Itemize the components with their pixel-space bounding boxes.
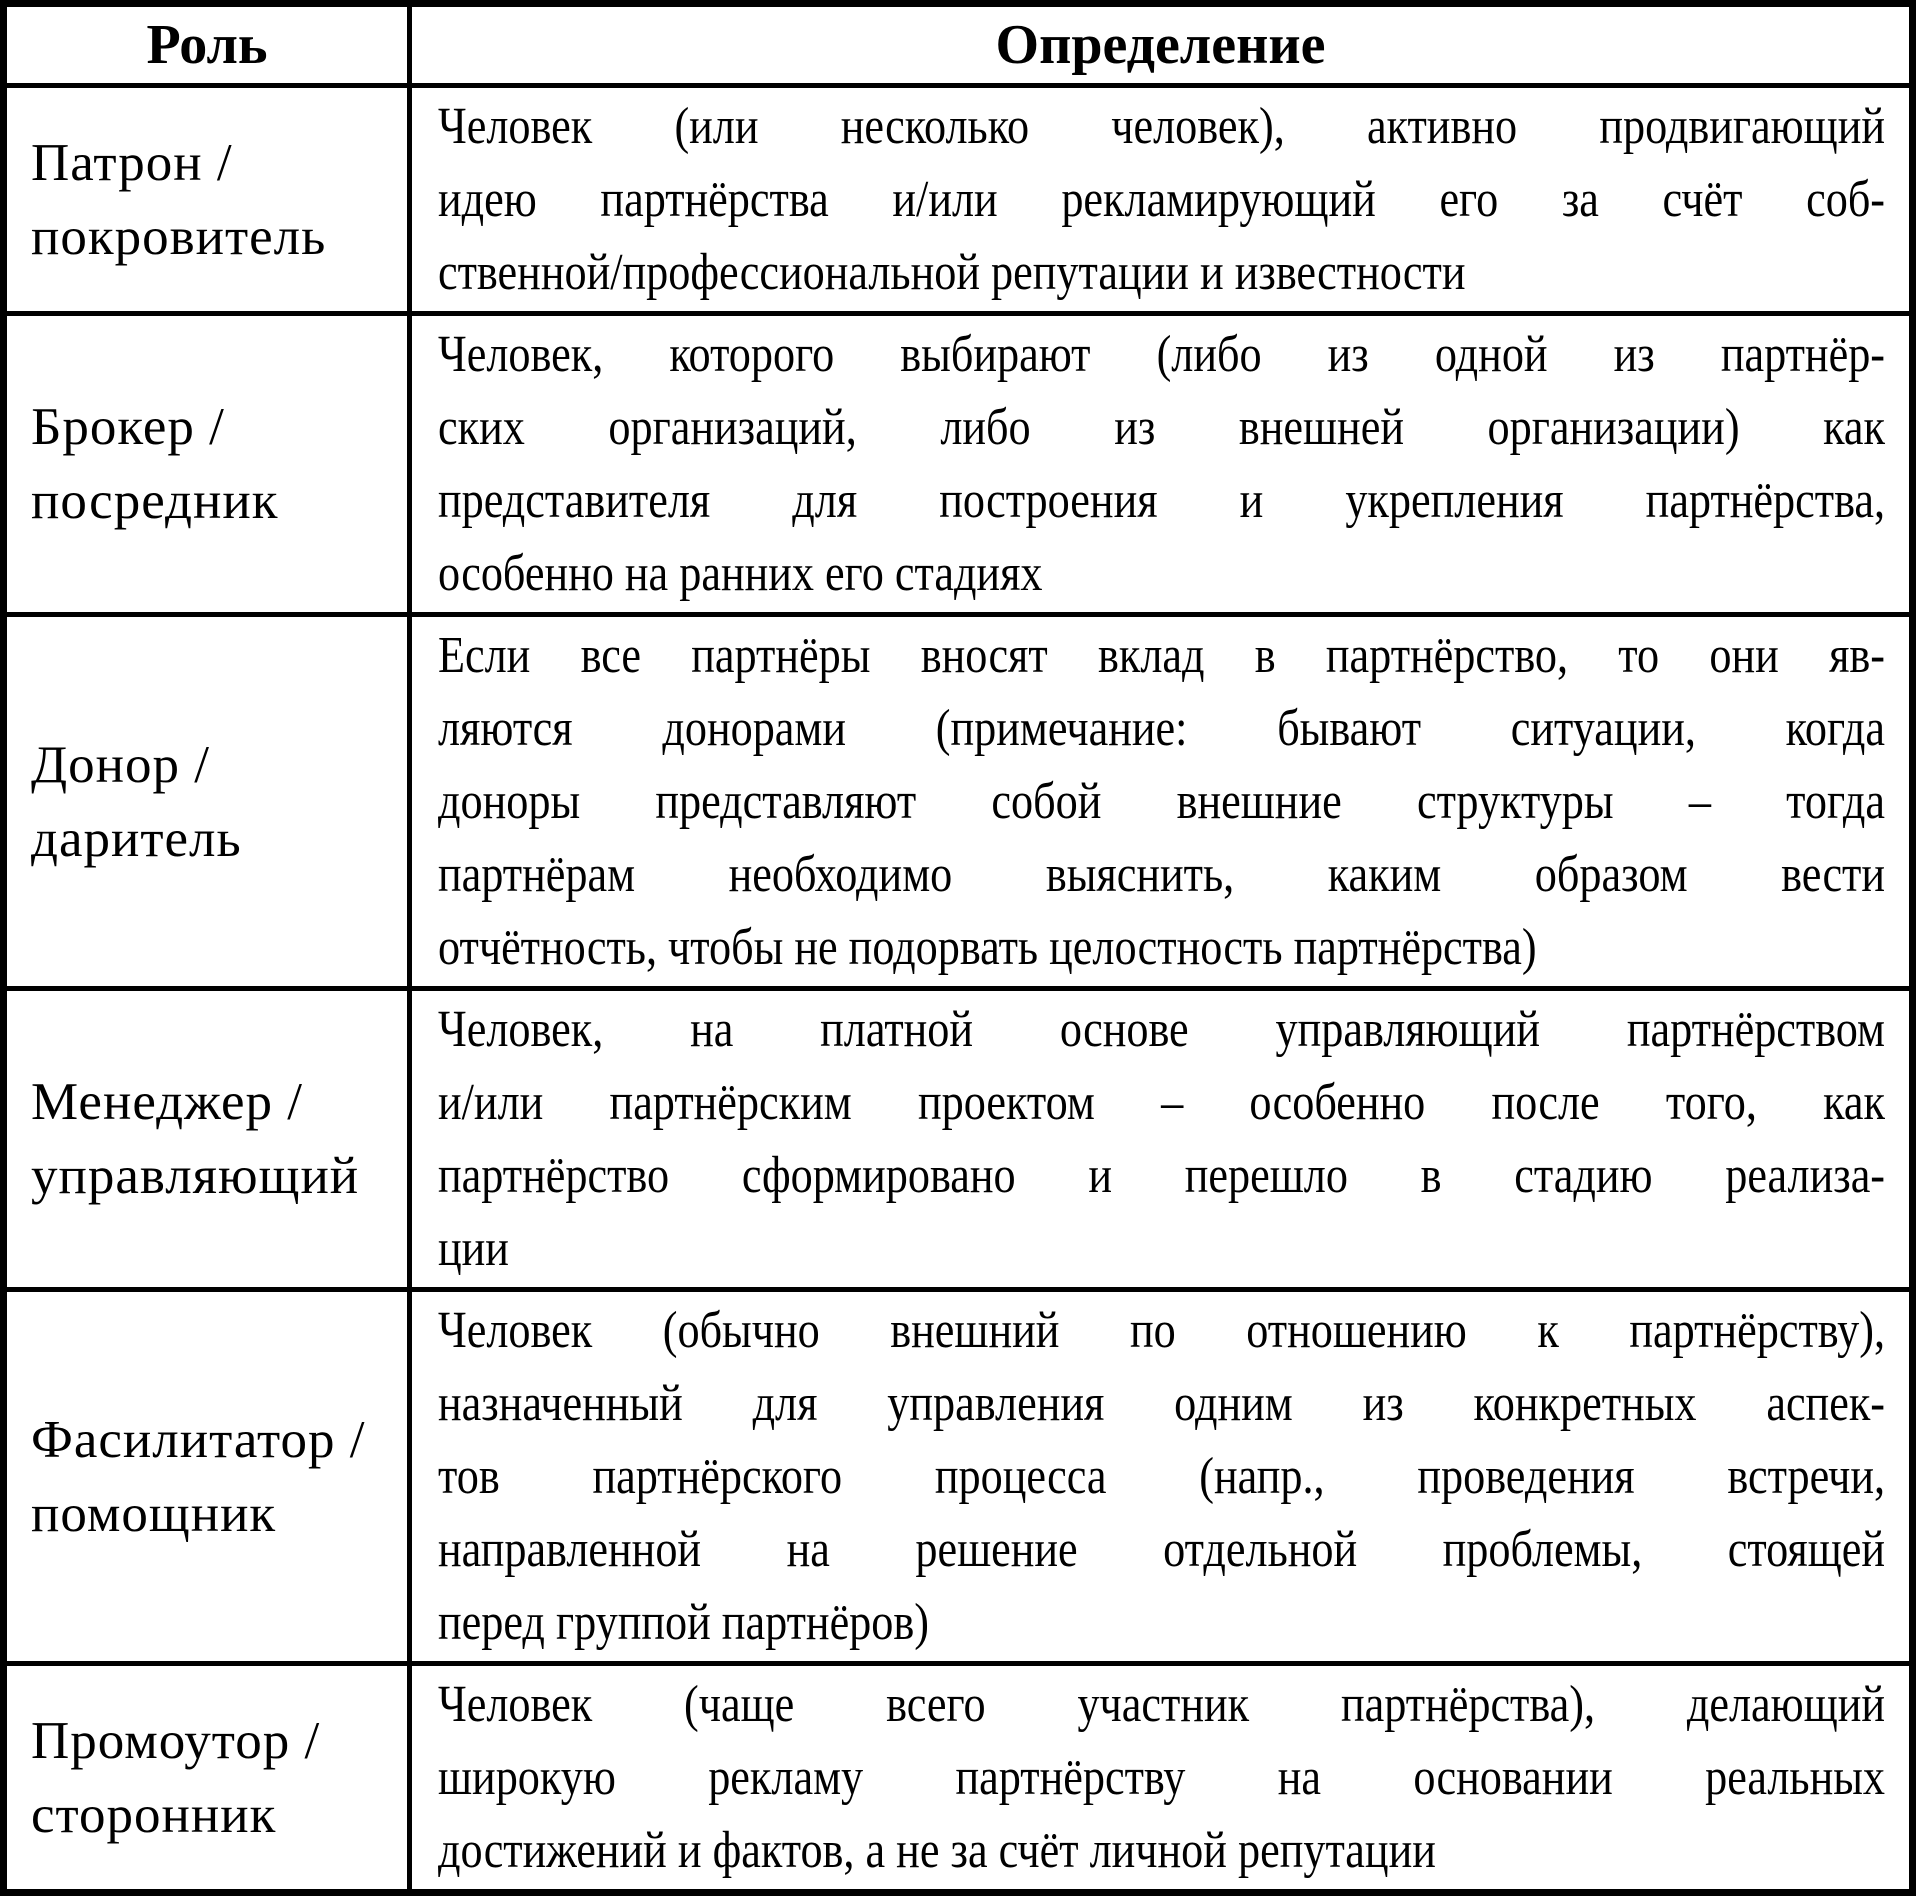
definition-text-line: партнёрство сформировано и перешло в стадию реализа-	[438, 1147, 1886, 1204]
definition-text-line: Человек (обычно внешний по отношению к партнёрству),	[438, 1302, 1886, 1359]
table-row	[7, 1661, 1909, 1889]
definition-text-line: назначенный для управления одним из конкретных аспек-	[438, 1375, 1886, 1432]
role-text-line: даритель	[31, 809, 242, 868]
role-text-line: Патрон /	[31, 133, 233, 192]
role-cell	[7, 316, 407, 612]
definition-cell	[407, 316, 1909, 612]
role-text-line: Брокер /	[31, 398, 225, 456]
definition-text-block	[438, 90, 1885, 309]
table-row	[7, 83, 1909, 311]
role-text-line: Менеджер /	[31, 1073, 304, 1131]
role-cell	[7, 1666, 407, 1889]
definition-text-line: Человек, на платной основе управляющий партнёрством	[438, 1001, 1886, 1058]
definition-text-line: достижений и фактов, а не за счёт личной репутации	[438, 1822, 1436, 1879]
definition-text-block	[438, 619, 1885, 984]
table-header-row	[7, 7, 1909, 83]
definition-text-line: партнёрам необходимо выяснить, каким образом вести	[438, 846, 1886, 903]
definition-text-line: широкую рекламу партнёрству на основании реальных	[438, 1749, 1886, 1806]
definition-text-block	[438, 1294, 1885, 1659]
definition-text-block	[438, 993, 1885, 1285]
role-cell	[7, 617, 407, 986]
table-row	[7, 311, 1909, 612]
role-text-line: Промоутор /	[31, 1711, 321, 1770]
definition-text-line: ственной/профессиональной репутации и известности	[438, 244, 1466, 301]
definition-text-line: доноры представляют собой внешние структуры – тогда	[438, 773, 1886, 830]
table-row	[7, 612, 1909, 986]
definition-cell	[407, 1666, 1909, 1889]
definition-text-line: Если все партнёры вносят вклад в партнёрство, то они яв-	[438, 627, 1886, 684]
role-cell	[7, 88, 407, 311]
role-text-line: управляющий	[31, 1147, 360, 1205]
column-header-role: Роль	[146, 14, 268, 76]
definition-text-line: Человек (чаще всего участник партнёрства), делающий	[438, 1676, 1886, 1733]
definition-text-line: и/или партнёрским проектом – особенно после того, как	[438, 1074, 1886, 1131]
role-text-line: Донор /	[31, 735, 210, 794]
definition-text-block	[438, 318, 1885, 610]
definition-cell	[407, 991, 1909, 1287]
definition-text-line: представителя для построения и укрепления партнёрства,	[438, 472, 1886, 529]
role-text-line: посредник	[31, 472, 279, 530]
definition-cell	[407, 1292, 1909, 1661]
table-row	[7, 1287, 1909, 1661]
definition-text-line: ских организаций, либо из внешней организации) как	[438, 399, 1886, 456]
definition-cell	[407, 617, 1909, 986]
role-text-line: помощник	[31, 1484, 277, 1543]
definition-text-line: тов партнёрского процесса (напр., проведения встречи,	[438, 1448, 1886, 1505]
definition-text-line: особенно на ранних его стадиях	[438, 545, 1043, 602]
definition-text-line: направленной на решение отдельной проблемы, стоящей	[438, 1521, 1886, 1578]
definition-text-line: ляются донорами (примечание: бывают ситуации, когда	[438, 700, 1886, 757]
definition-text-line: отчётность, чтобы не подорвать целостность партнёрства)	[438, 919, 1537, 976]
definition-text-line: идею партнёрства и/или рекламирующий его за счёт соб-	[438, 171, 1886, 228]
role-cell	[7, 1292, 407, 1661]
definition-text-line: ции	[438, 1220, 509, 1277]
column-header-definition: Определение	[407, 7, 1909, 83]
definition-cell	[407, 88, 1909, 311]
role-text-line: сторонник	[31, 1785, 277, 1844]
role-cell	[7, 991, 407, 1287]
definition-text-line: перед группой партнёров)	[438, 1594, 929, 1651]
table-row	[7, 986, 1909, 1287]
definition-text-line: Человек, которого выбирают (либо из одной из партнёр-	[438, 326, 1886, 383]
definition-text-block	[438, 1668, 1885, 1887]
definition-text-line: Человек (или несколько человек), активно продвигающий	[438, 98, 1886, 155]
role-text-line: Фасилитатор /	[31, 1410, 366, 1469]
role-text-line: покровитель	[31, 207, 327, 266]
